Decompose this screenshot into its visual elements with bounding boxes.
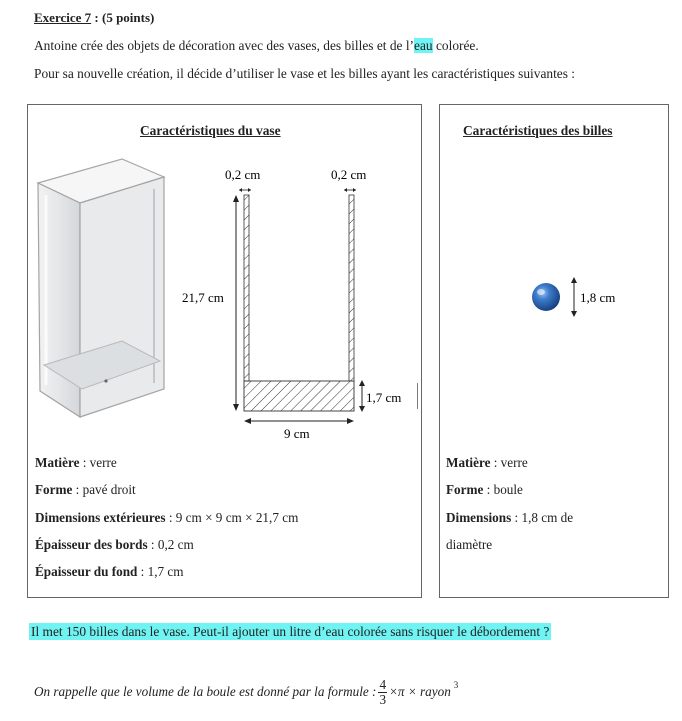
marble-prop-dimensions-continued: diamètre: [446, 537, 493, 552]
height-label: 21,7 cm: [182, 290, 224, 305]
vase-prop-wall-thickness: Épaisseur des bords : 0,2 cm: [35, 537, 194, 552]
intro-line-2: Pour sa nouvelle création, il décide d’utiliser le vase et les billes ayant les caractéristiques suivantes :: [34, 66, 576, 81]
vase-prop-material: Matière : verre: [35, 455, 117, 470]
vase-characteristics-box: [27, 104, 422, 598]
vase-prop-shape: Forme : pavé droit: [35, 482, 136, 497]
intro-text-after: colorée.: [432, 38, 479, 53]
marble-prop-dimensions: Dimensions : 1,8 cm de: [446, 510, 574, 525]
marbles-characteristics-box: [439, 104, 669, 598]
vase-prop-bottom-thickness: Épaisseur du fond : 1,7 cm: [35, 564, 184, 579]
exercise-title: [34, 10, 154, 26]
marble-prop-material: Matière : verre: [446, 455, 528, 470]
question-text: Il met 150 billes dans le vase. Peut-il ajouter un litre d’eau colorée sans risquer le débordement ?: [31, 624, 550, 639]
wall-right-label: 0,2 cm: [331, 167, 367, 182]
wall-left-label: 0,2 cm: [225, 167, 261, 182]
marble-icon: [532, 283, 560, 311]
formula-fraction: $\frac{4}{3}$: [379, 677, 387, 707]
marbles-box-title: Caractéristiques des billes: [463, 123, 613, 138]
marble-diameter-label: 1,8 cm: [580, 290, 616, 305]
width-label: 9 cm: [284, 426, 310, 441]
formula-exponent: 3: [453, 680, 459, 691]
glass-vase-image: [34, 155, 174, 420]
vase-prop-dimensions: Dimensions extérieures : 9 cm × 9 cm × 21,7 cm: [35, 510, 299, 525]
marble-prop-shape: Forme : boule: [446, 482, 523, 497]
intro-text-before: Antoine crée des objets de décoration avec des vases, des billes et de l’: [34, 38, 415, 53]
intro-line-1: [34, 38, 479, 54]
vase-box-title: Caractéristiques du vase: [140, 123, 281, 138]
formula-expression: ×π × rayon: [389, 684, 451, 700]
exercise-points: : (5 points): [91, 10, 155, 25]
exercise-label: Exercice 7: [34, 10, 92, 25]
highlighted-word: eau: [414, 38, 433, 53]
marble-diagram: [524, 275, 644, 319]
bottom-thickness-label: 1,7 cm: [366, 390, 402, 405]
vase-cross-section-diagram: [178, 157, 418, 447]
formula-reminder: [34, 678, 458, 707]
formula-intro: On rappelle que le volume de la boule est donné par la formule :: [34, 684, 377, 700]
